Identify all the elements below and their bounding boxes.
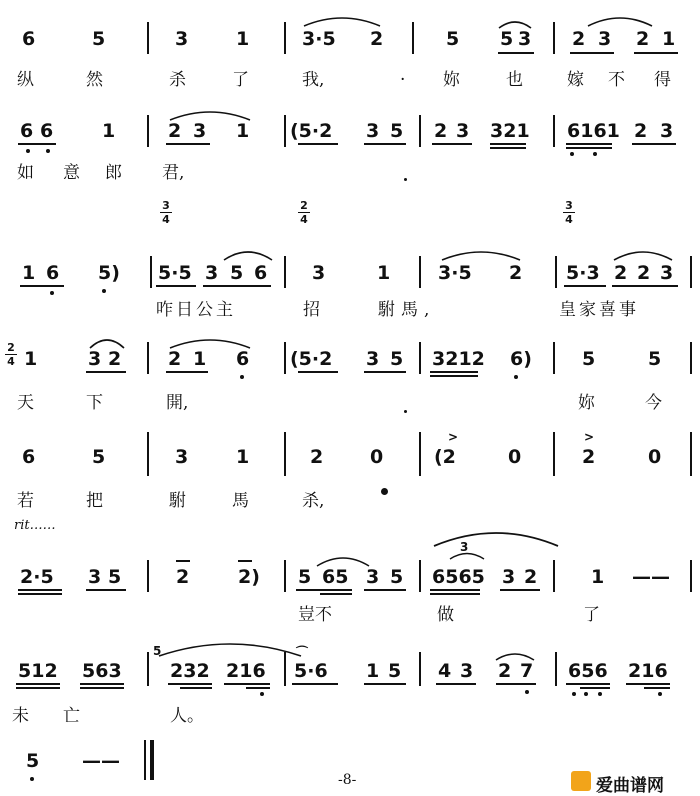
underline xyxy=(500,589,540,591)
note: 1 xyxy=(236,120,250,142)
note: 3 xyxy=(660,120,674,142)
note: 6161 xyxy=(567,120,620,142)
barline xyxy=(284,115,286,147)
low-dot xyxy=(260,692,264,696)
tenuto xyxy=(176,560,190,562)
underline xyxy=(364,589,406,591)
note: 1 xyxy=(102,120,116,142)
slur xyxy=(155,638,305,658)
barline xyxy=(412,22,414,54)
low-dot xyxy=(525,690,529,694)
low-dot xyxy=(593,152,597,156)
note: 216 xyxy=(628,660,668,682)
underline xyxy=(490,147,526,149)
note: 3 xyxy=(366,348,380,370)
barline xyxy=(147,115,149,147)
underline xyxy=(203,285,271,287)
tuplet-number: 3 xyxy=(460,540,469,554)
lyric: 妳 xyxy=(578,393,595,413)
low-dot xyxy=(514,375,518,379)
barline xyxy=(147,432,149,476)
note: 3 xyxy=(502,566,516,588)
note: 3212 xyxy=(432,348,485,370)
note: 6 xyxy=(236,348,250,370)
underline xyxy=(296,589,352,591)
underline xyxy=(430,375,478,377)
watermark-logo xyxy=(571,771,591,791)
underline xyxy=(320,593,352,595)
barline xyxy=(147,342,149,374)
note: 1 xyxy=(236,446,250,468)
note: 5 xyxy=(582,348,596,370)
lyric: 如 xyxy=(17,163,34,183)
note: 2 xyxy=(310,446,324,468)
lyric: 咋日公主 xyxy=(156,300,236,320)
final-barline-thick xyxy=(150,740,154,780)
time-signature: 3 4 xyxy=(561,200,577,225)
note: 3 xyxy=(366,120,380,142)
note: 1 xyxy=(193,348,207,370)
lyric: 君, xyxy=(162,163,185,183)
note: 5 xyxy=(500,28,514,50)
lyric: 駙 xyxy=(169,491,186,511)
tempo-marking: rit…… xyxy=(14,518,56,533)
underline xyxy=(298,143,338,145)
underline xyxy=(612,285,678,287)
slur xyxy=(432,526,560,548)
lyric: 纵 xyxy=(17,70,34,90)
note: 3·5 xyxy=(438,262,472,284)
underline xyxy=(634,52,678,54)
note: 5 xyxy=(390,566,404,588)
note: 5 xyxy=(92,28,106,50)
note: 2 xyxy=(509,262,523,284)
note: 6 xyxy=(22,28,36,50)
underline xyxy=(490,143,526,145)
lyric: 了 xyxy=(583,605,600,625)
note: 656 xyxy=(568,660,608,682)
underline xyxy=(18,143,56,145)
underline xyxy=(430,589,480,591)
lyric: 得 xyxy=(654,70,671,90)
slur xyxy=(302,14,382,28)
note: 2 xyxy=(636,28,650,50)
note: 2 xyxy=(176,566,190,588)
note: 1 xyxy=(22,262,36,284)
lyric: 天 xyxy=(17,393,34,413)
slur xyxy=(612,248,674,262)
barline xyxy=(555,256,557,288)
lyric: 招 xyxy=(303,300,320,320)
accent-mark: > xyxy=(584,430,595,444)
note: 1 xyxy=(24,348,38,370)
barline xyxy=(419,256,421,288)
lyric: 不 xyxy=(608,70,625,90)
note: 2 xyxy=(572,28,586,50)
lyric: 郎 xyxy=(105,163,122,183)
barline xyxy=(147,560,149,592)
barline xyxy=(419,342,421,374)
lyric: 未 xyxy=(12,706,29,726)
lyric: 駙馬, xyxy=(378,300,436,320)
time-signature: 2 4 xyxy=(296,200,312,225)
underline xyxy=(632,143,676,145)
note: 5·3 xyxy=(566,262,600,284)
note: 5·6 xyxy=(294,660,328,682)
note: 4 xyxy=(438,660,452,682)
note: 5 xyxy=(92,446,106,468)
note: 2 xyxy=(370,28,384,50)
tenuto xyxy=(238,560,252,562)
lyric: 意 xyxy=(63,163,80,183)
time-signature: 3 4 xyxy=(158,200,174,225)
lyric: · xyxy=(400,70,406,90)
note: 563 xyxy=(82,660,122,682)
note: 3 xyxy=(660,262,674,284)
underline xyxy=(224,683,270,685)
barline xyxy=(284,342,286,374)
note: 3 xyxy=(366,566,380,588)
barline xyxy=(147,652,149,686)
note: (5·2 xyxy=(290,120,333,142)
lyric: 把 xyxy=(86,491,103,511)
lyric: 開, xyxy=(166,393,189,413)
note: 3 xyxy=(460,660,474,682)
note: 6 xyxy=(46,262,60,284)
barline xyxy=(284,432,286,476)
note: 2 xyxy=(524,566,538,588)
slur xyxy=(448,550,486,560)
note: 5 xyxy=(388,660,402,682)
slur xyxy=(222,248,274,262)
note: 5 xyxy=(298,566,312,588)
note: 5 xyxy=(108,566,122,588)
barline xyxy=(147,22,149,54)
underline xyxy=(644,687,670,689)
barline xyxy=(690,432,692,476)
note: 5) xyxy=(98,262,120,284)
tuplet-number: 5 xyxy=(153,644,162,658)
note: 3 xyxy=(598,28,612,50)
barline xyxy=(553,115,555,147)
note: 7 xyxy=(520,660,534,682)
underline xyxy=(16,687,60,689)
underline xyxy=(180,687,212,689)
barline xyxy=(690,342,692,374)
note: 216 xyxy=(226,660,266,682)
underline xyxy=(86,371,126,373)
note: 3 xyxy=(88,348,102,370)
page-number: -8- xyxy=(338,772,357,788)
underline xyxy=(436,683,476,685)
lyric: 今 xyxy=(645,393,662,413)
note: 512 xyxy=(18,660,58,682)
low-dot xyxy=(584,692,588,696)
barline xyxy=(419,115,421,147)
underline xyxy=(430,371,478,373)
note: 2 xyxy=(108,348,122,370)
lyric: 妳 xyxy=(443,70,460,90)
lyric: 然 xyxy=(86,70,103,90)
lyric: 豈不 xyxy=(298,605,332,625)
note: —— xyxy=(632,566,670,588)
note: 3 xyxy=(175,28,189,50)
low-dot xyxy=(102,289,106,293)
note: 2 xyxy=(498,660,512,682)
barline xyxy=(284,256,286,288)
barline xyxy=(553,342,555,374)
note: (5·2 xyxy=(290,348,333,370)
low-dot xyxy=(570,152,574,156)
watermark: 爱曲谱网 xyxy=(596,776,664,796)
low-dot xyxy=(26,149,30,153)
note: 5 xyxy=(390,120,404,142)
underline xyxy=(496,683,536,685)
lyric: 了 xyxy=(232,70,249,90)
slur xyxy=(440,248,522,262)
note: 3 xyxy=(193,120,207,142)
lyric: 皇家喜事 xyxy=(559,300,639,320)
underline xyxy=(18,593,62,595)
note: 2 xyxy=(634,120,648,142)
barline xyxy=(419,652,421,686)
underline xyxy=(432,143,472,145)
note: (2 xyxy=(434,446,456,468)
note: 1 xyxy=(662,28,676,50)
stray-dot xyxy=(381,488,388,495)
barline xyxy=(553,432,555,476)
note: 6 xyxy=(20,120,34,142)
low-dot xyxy=(46,149,50,153)
note: 1 xyxy=(377,262,391,284)
note: 0 xyxy=(508,446,522,468)
note: 5 xyxy=(390,348,404,370)
underline xyxy=(298,371,338,373)
barline xyxy=(419,432,421,476)
barline xyxy=(419,560,421,592)
underline xyxy=(80,683,124,685)
note: 6 xyxy=(40,120,54,142)
barline xyxy=(150,256,152,288)
note: 2 xyxy=(168,348,182,370)
underline xyxy=(166,371,208,373)
low-dot xyxy=(50,291,54,295)
note: 1 xyxy=(366,660,380,682)
note: 0 xyxy=(370,446,384,468)
barline xyxy=(284,22,286,54)
underline xyxy=(364,683,406,685)
underline xyxy=(626,683,670,685)
lyric: 杀, xyxy=(302,491,325,511)
underline xyxy=(570,52,614,54)
note: 6 xyxy=(22,446,36,468)
note: 3·5 xyxy=(302,28,336,50)
underline xyxy=(20,285,64,287)
underline xyxy=(292,683,338,685)
note: 2 xyxy=(434,120,448,142)
note: 5·5 xyxy=(158,262,192,284)
underline xyxy=(246,687,270,689)
lyric: 下 xyxy=(86,393,103,413)
note: 5 xyxy=(446,28,460,50)
stray-dot xyxy=(404,410,407,413)
underline xyxy=(580,687,610,689)
note: 3 xyxy=(205,262,219,284)
underline xyxy=(566,147,612,149)
lyric: 做 xyxy=(437,605,454,625)
barline xyxy=(553,560,555,592)
barline xyxy=(690,256,692,288)
note: 2·5 xyxy=(20,566,54,588)
final-barline-thin xyxy=(144,740,146,780)
note: —— xyxy=(82,750,120,772)
underline xyxy=(16,683,60,685)
low-dot xyxy=(598,692,602,696)
underline xyxy=(364,371,406,373)
barline xyxy=(284,560,286,592)
fermata: ⌒ xyxy=(296,645,309,659)
note: 1 xyxy=(591,566,605,588)
note: 2 xyxy=(582,446,596,468)
low-dot xyxy=(572,692,576,696)
note: 2 xyxy=(168,120,182,142)
underline xyxy=(156,285,196,287)
low-dot xyxy=(240,375,244,379)
note: 6565 xyxy=(432,566,485,588)
accent-mark: > xyxy=(448,430,459,444)
underline xyxy=(86,589,126,591)
note: 5 xyxy=(648,348,662,370)
note: 232 xyxy=(170,660,210,682)
note: 5 xyxy=(26,750,40,772)
time-signature: 2 4 xyxy=(3,342,19,367)
underline xyxy=(168,683,212,685)
lyric: 我, xyxy=(302,70,325,90)
underline xyxy=(566,143,612,145)
note: 2 xyxy=(614,262,628,284)
lyric: 也 xyxy=(506,70,523,90)
note: 0 xyxy=(648,446,662,468)
note: 3 xyxy=(312,262,326,284)
note: 3 xyxy=(456,120,470,142)
low-dot xyxy=(30,777,34,781)
underline xyxy=(364,143,406,145)
lyric: 若 xyxy=(17,491,34,511)
underline xyxy=(430,593,480,595)
note: 2) xyxy=(238,566,260,588)
note: 5 xyxy=(230,262,244,284)
lyric: 杀 xyxy=(169,70,186,90)
note: 65 xyxy=(322,566,349,588)
note: 321 xyxy=(490,120,530,142)
note: 3 xyxy=(175,446,189,468)
underline xyxy=(498,52,534,54)
slur xyxy=(586,14,654,28)
underline xyxy=(564,285,606,287)
lyric: 亡 xyxy=(63,706,80,726)
lyric: 馬 xyxy=(232,491,249,511)
barline xyxy=(553,22,555,54)
barline xyxy=(284,652,286,686)
note: 6) xyxy=(510,348,532,370)
barline xyxy=(555,652,557,686)
low-dot xyxy=(658,692,662,696)
lyric: 嫁 xyxy=(567,70,584,90)
lyric: 人。 xyxy=(170,706,204,726)
underline xyxy=(18,589,62,591)
underline xyxy=(566,683,610,685)
note: 3 xyxy=(88,566,102,588)
barline xyxy=(690,560,692,592)
stray-dot xyxy=(404,178,407,181)
note: 1 xyxy=(236,28,250,50)
note: 3 xyxy=(518,28,532,50)
note: 6 xyxy=(254,262,268,284)
underline xyxy=(166,143,210,145)
note: 2 xyxy=(637,262,651,284)
underline xyxy=(80,687,124,689)
